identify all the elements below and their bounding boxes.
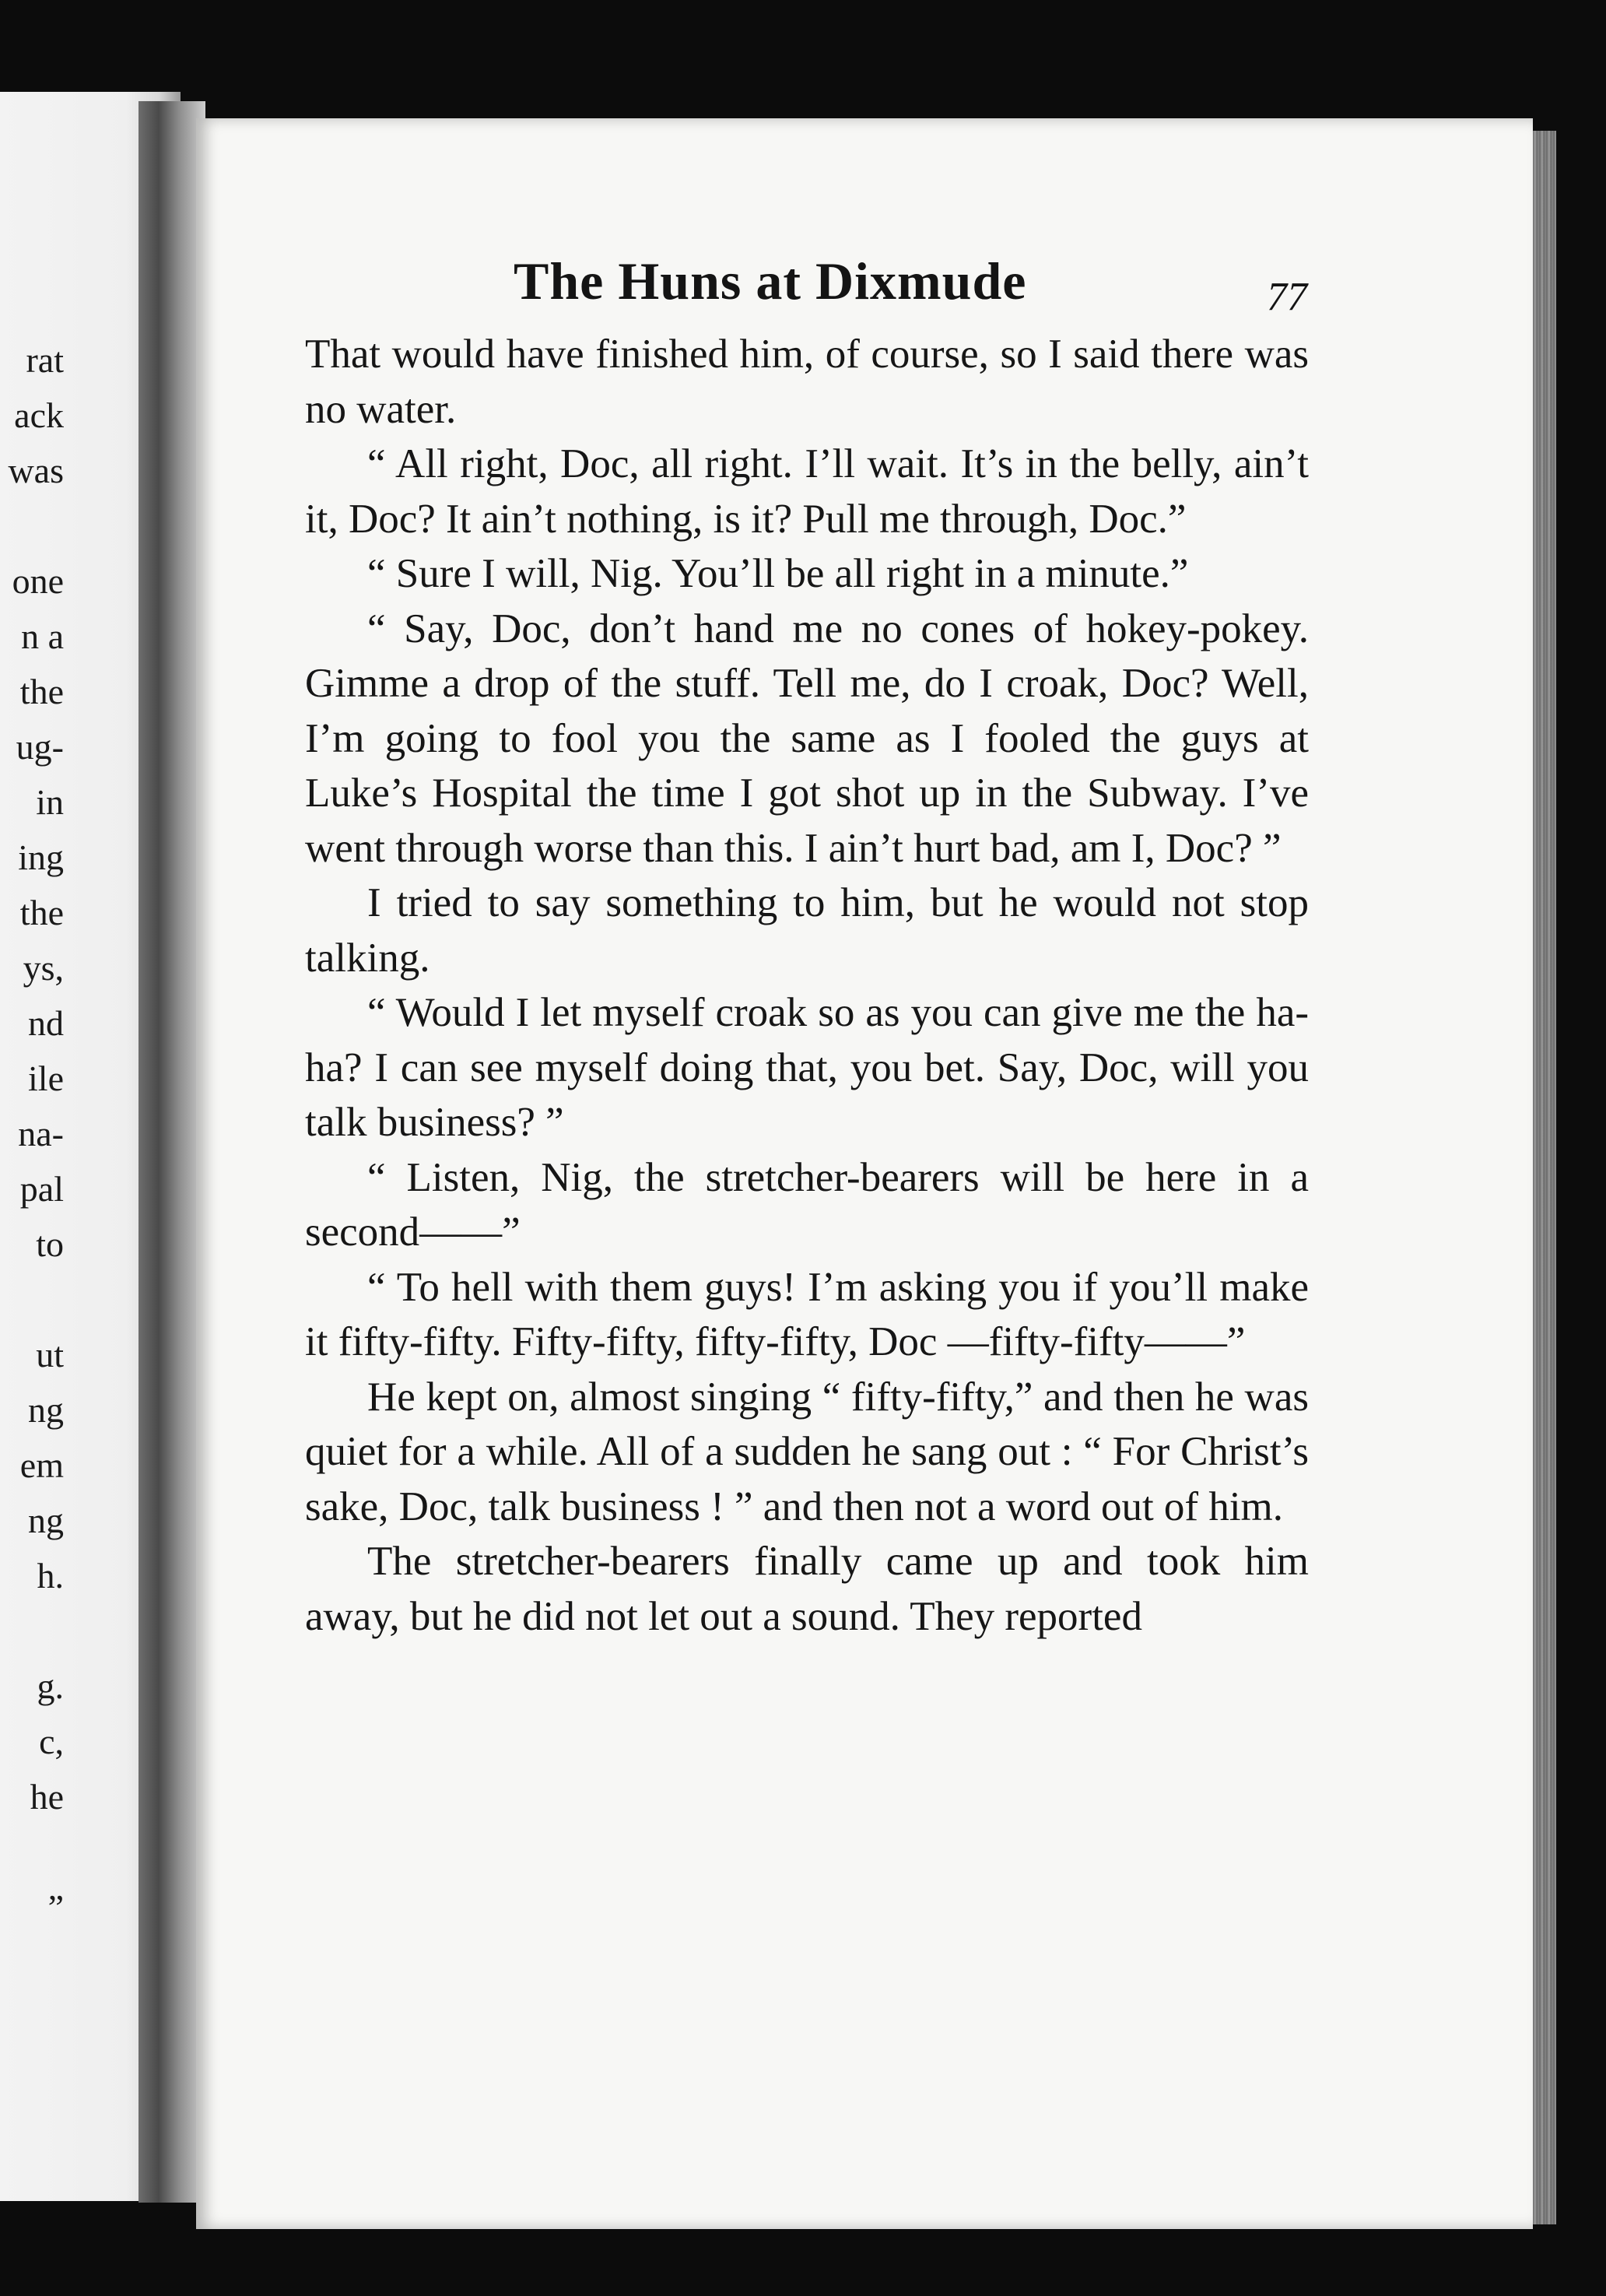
left-page-fragment: ing xyxy=(18,837,64,877)
left-page-fragment: ut xyxy=(36,1335,64,1374)
body-text xyxy=(305,327,1309,1644)
paragraph: “ Say, Doc, don’t hand me no cones of hokey-pokey. Gimme a drop of the stuff. Tell me, do I croak, Doc? Well, I’m going to fool you the same as I fooled the guys at Luke’s Hospital the time I got shot up in the Subway. I’ve went through worse than this. I ain’t hurt bad, am I, Doc? ” xyxy=(305,606,1309,871)
paragraph: The stretcher-bearers finally came up and took him away, but he did not let out a sound. They reported xyxy=(305,1539,1309,1639)
running-head: The Huns at Dixmude xyxy=(514,251,1027,311)
left-page-fragment: to xyxy=(36,1224,64,1264)
paragraph: “ Listen, Nig, the stretcher-bearers will be here in a second——” xyxy=(305,1154,1309,1255)
left-page-fragment: ys, xyxy=(23,948,64,988)
left-page-fragment: one xyxy=(12,561,64,601)
left-page-fragment: ack xyxy=(14,395,64,435)
left-page-fragment: h. xyxy=(37,1556,64,1596)
paragraph: He kept on, almost singing “ fifty-fifty,” and then he was quiet for a while. All of a sudden he sang out : “ For Christ’s sake, Doc, talk business ! ” and then not a word out of him. xyxy=(305,1374,1309,1529)
left-page-fragment: g. xyxy=(37,1666,64,1706)
left-page-fragment: ile xyxy=(28,1058,64,1098)
left-page-fragment: the xyxy=(19,893,64,932)
paragraph: That would have finished him, of course, so I said there was no water. xyxy=(305,332,1309,432)
left-page-fragment: ng xyxy=(28,1390,64,1430)
paragraph: “ Would I let myself croak so as you can give me the ha-ha? I can see myself doing that, you bet. Say, Doc, will you talk business? ” xyxy=(305,990,1309,1145)
left-page-fragment: the xyxy=(19,672,64,711)
left-page-fragment: pal xyxy=(19,1169,64,1209)
paragraph: “ To hell with them guys! I’m asking you if you’ll make it fifty-fifty. Fifty-fifty, fifty-fifty, Doc —fifty-fifty——” xyxy=(305,1264,1309,1364)
left-page-fragment: ” xyxy=(47,1887,64,1927)
paragraph: “ Sure I will, Nig. You’ll be all right in a minute.” xyxy=(367,551,1189,596)
left-page-fragment: nd xyxy=(28,1003,64,1043)
left-page-fragment: n a xyxy=(21,616,64,656)
paragraph: I tried to say something to him, but he would not stop talking. xyxy=(305,880,1309,981)
left-page-fragment: em xyxy=(19,1445,64,1485)
left-page-fragment: rat xyxy=(26,340,64,380)
left-page-fragment: in xyxy=(36,782,64,822)
page-number: 77 xyxy=(1267,275,1307,319)
left-page-fragment: ng xyxy=(28,1501,64,1540)
left-page-fragment: c, xyxy=(39,1722,64,1761)
paragraph: “ All right, Doc, all right. I’ll wait. It’s in the belly, ain’t it, Doc? It ain’t nothing, is it? Pull me through, Doc.” xyxy=(305,441,1309,542)
left-page-fragment: na- xyxy=(18,1114,64,1153)
left-page-fragment: he xyxy=(30,1777,64,1817)
left-page-fragment: ug- xyxy=(16,727,64,767)
left-page-fragment: was xyxy=(8,451,64,490)
